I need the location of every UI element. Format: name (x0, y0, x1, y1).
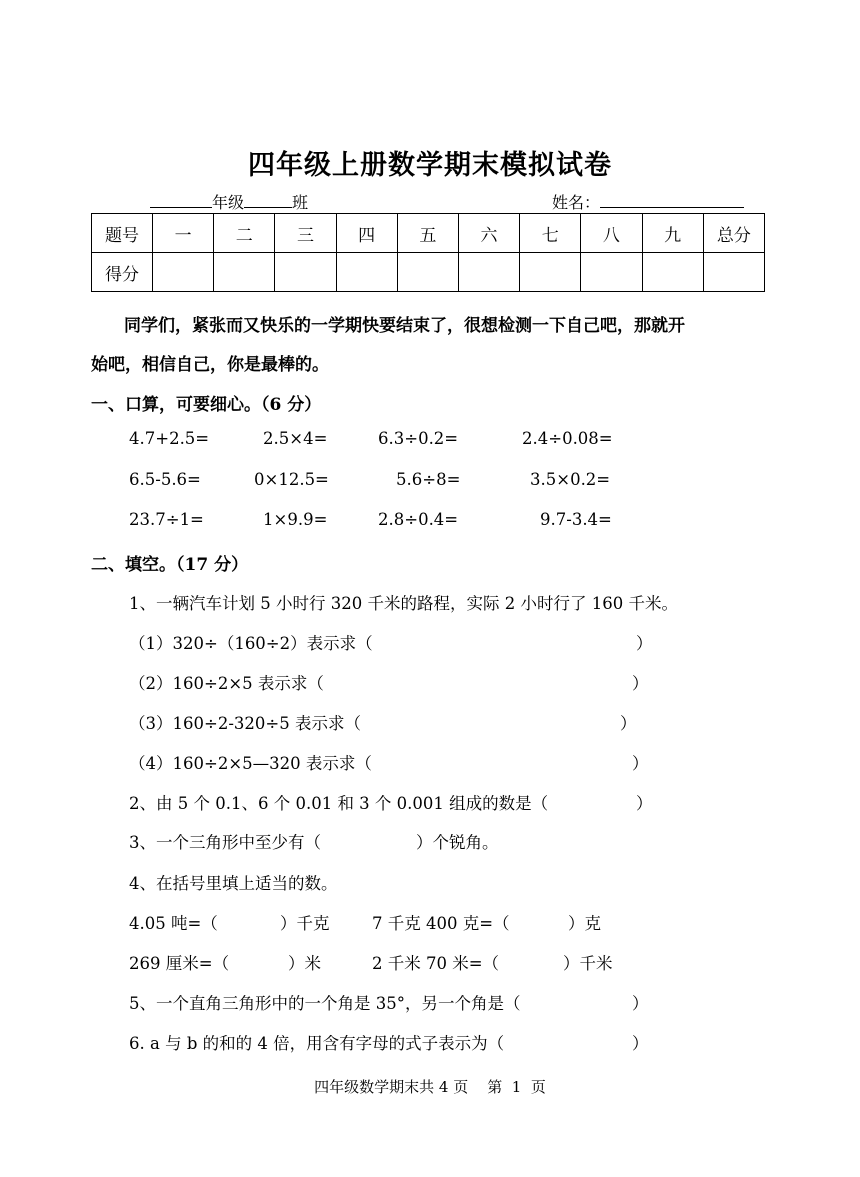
class-blank (244, 192, 292, 208)
conversion-item-unit: ）千克 (280, 914, 330, 933)
col-header: 七 (520, 214, 581, 253)
question-5: 5、一个直角三角形中的一个角是 35°，另一个角是（ (129, 994, 521, 1013)
col-header: 六 (458, 214, 519, 253)
question-1-sub-4: （4）160÷2×5—320 表示求（ (129, 754, 372, 773)
col-header: 二 (214, 214, 275, 253)
question-6: 6. a 与 b 的和的 4 倍，用含有字母的式子表示为（ (129, 1034, 505, 1053)
calc-item: 9.7-3.4= (540, 510, 612, 529)
score-cell[interactable] (458, 253, 519, 292)
calc-item: 3.5×0.2= (530, 470, 611, 489)
score-cell[interactable] (153, 253, 214, 292)
calc-item: 1×9.9= (263, 510, 328, 529)
score-table-score-row (92, 253, 765, 292)
question-2: 2、由 5 个 0.1、6 个 0.01 和 3 个 0.001 组成的数是（ (129, 794, 549, 813)
score-table-header-row (92, 214, 765, 253)
closing-paren: ） (620, 714, 637, 733)
grade-blank (150, 192, 212, 208)
question-1: 1、一辆汽车计划 5 小时行 320 千米的路程，实际 2 小时行了 160 千米。 (129, 594, 678, 613)
score-label: 得分 (92, 253, 153, 292)
col-header-total: 总分 (703, 214, 764, 253)
col-header: 四 (336, 214, 397, 253)
score-cell[interactable] (581, 253, 642, 292)
calc-item: 0×12.5= (254, 470, 329, 489)
col-header: 九 (642, 214, 703, 253)
grade-label: 年级 (212, 193, 245, 212)
col-header: 一 (153, 214, 214, 253)
score-cell[interactable] (642, 253, 703, 292)
closing-paren: ） (636, 634, 653, 653)
question-number-label: 题号 (92, 214, 153, 253)
question-1-sub-2: （2）160÷2×5 表示求（ (129, 674, 324, 693)
question-4: 4、在括号里填上适当的数。 (129, 874, 338, 893)
col-header: 三 (275, 214, 336, 253)
score-cell[interactable] (275, 253, 336, 292)
name-blank (600, 192, 744, 208)
exam-title: 四年级上册数学期末模拟试卷 (248, 150, 612, 181)
conversion-item: 2 千米 70 米=（ (372, 954, 500, 973)
closing-paren: ） (632, 994, 649, 1013)
calc-item: 6.3÷0.2= (378, 429, 459, 448)
section-2-title: 二、填空。（17 分） (91, 555, 249, 575)
calc-item: 4.7+2.5= (129, 429, 210, 448)
page-footer: 四年级数学期末共 4 页 第 1 页 (314, 1078, 546, 1096)
calc-item: 2.5×4= (263, 429, 328, 448)
conversion-item-unit: ）克 (568, 914, 601, 933)
calc-item: 2.4÷0.08= (522, 429, 613, 448)
conversion-item: 7 千克 400 克=（ (372, 914, 510, 933)
calc-item: 23.7÷1= (129, 510, 204, 529)
question-1-sub-3: （3）160÷2-320÷5 表示求（ (129, 714, 361, 733)
intro-line-2: 始吧，相信自己，你是最棒的。 (91, 355, 329, 375)
calc-item: 2.8÷0.4= (378, 510, 459, 529)
closing-paren: ） (636, 794, 653, 813)
closing-paren: ） (632, 674, 649, 693)
calc-item: 5.6÷8= (396, 470, 461, 489)
section-1-title: 一、口算，可要细心。（6 分） (91, 395, 322, 415)
col-header: 五 (397, 214, 458, 253)
name-label: 姓名： (552, 193, 601, 212)
question-3: 3、一个三角形中至少有（ (129, 833, 321, 852)
class-label: 班 (292, 193, 309, 212)
conversion-item-unit: ）千米 (563, 954, 613, 973)
score-table (91, 213, 765, 292)
grade-class-row (150, 190, 308, 213)
score-cell[interactable] (397, 253, 458, 292)
name-row (552, 190, 744, 213)
score-cell[interactable] (214, 253, 275, 292)
question-1-sub-1: （1）320÷（160÷2）表示求（ (129, 634, 373, 653)
score-cell[interactable] (336, 253, 397, 292)
conversion-item: 269 厘米=（ (129, 954, 230, 973)
intro-line-1: 同学们，紧张而又快乐的一学期快要结束了，很想检测一下自己吧，那就开 (124, 316, 685, 336)
closing-paren: ） (632, 754, 649, 773)
score-cell-total[interactable] (703, 253, 764, 292)
closing-paren: ） (632, 1034, 649, 1053)
col-header: 八 (581, 214, 642, 253)
score-cell[interactable] (520, 253, 581, 292)
conversion-item: 4.05 吨=（ (129, 914, 218, 933)
question-3-tail: ）个锐角。 (416, 833, 499, 852)
calc-item: 6.5-5.6= (129, 470, 201, 489)
conversion-item-unit: ）米 (288, 954, 321, 973)
